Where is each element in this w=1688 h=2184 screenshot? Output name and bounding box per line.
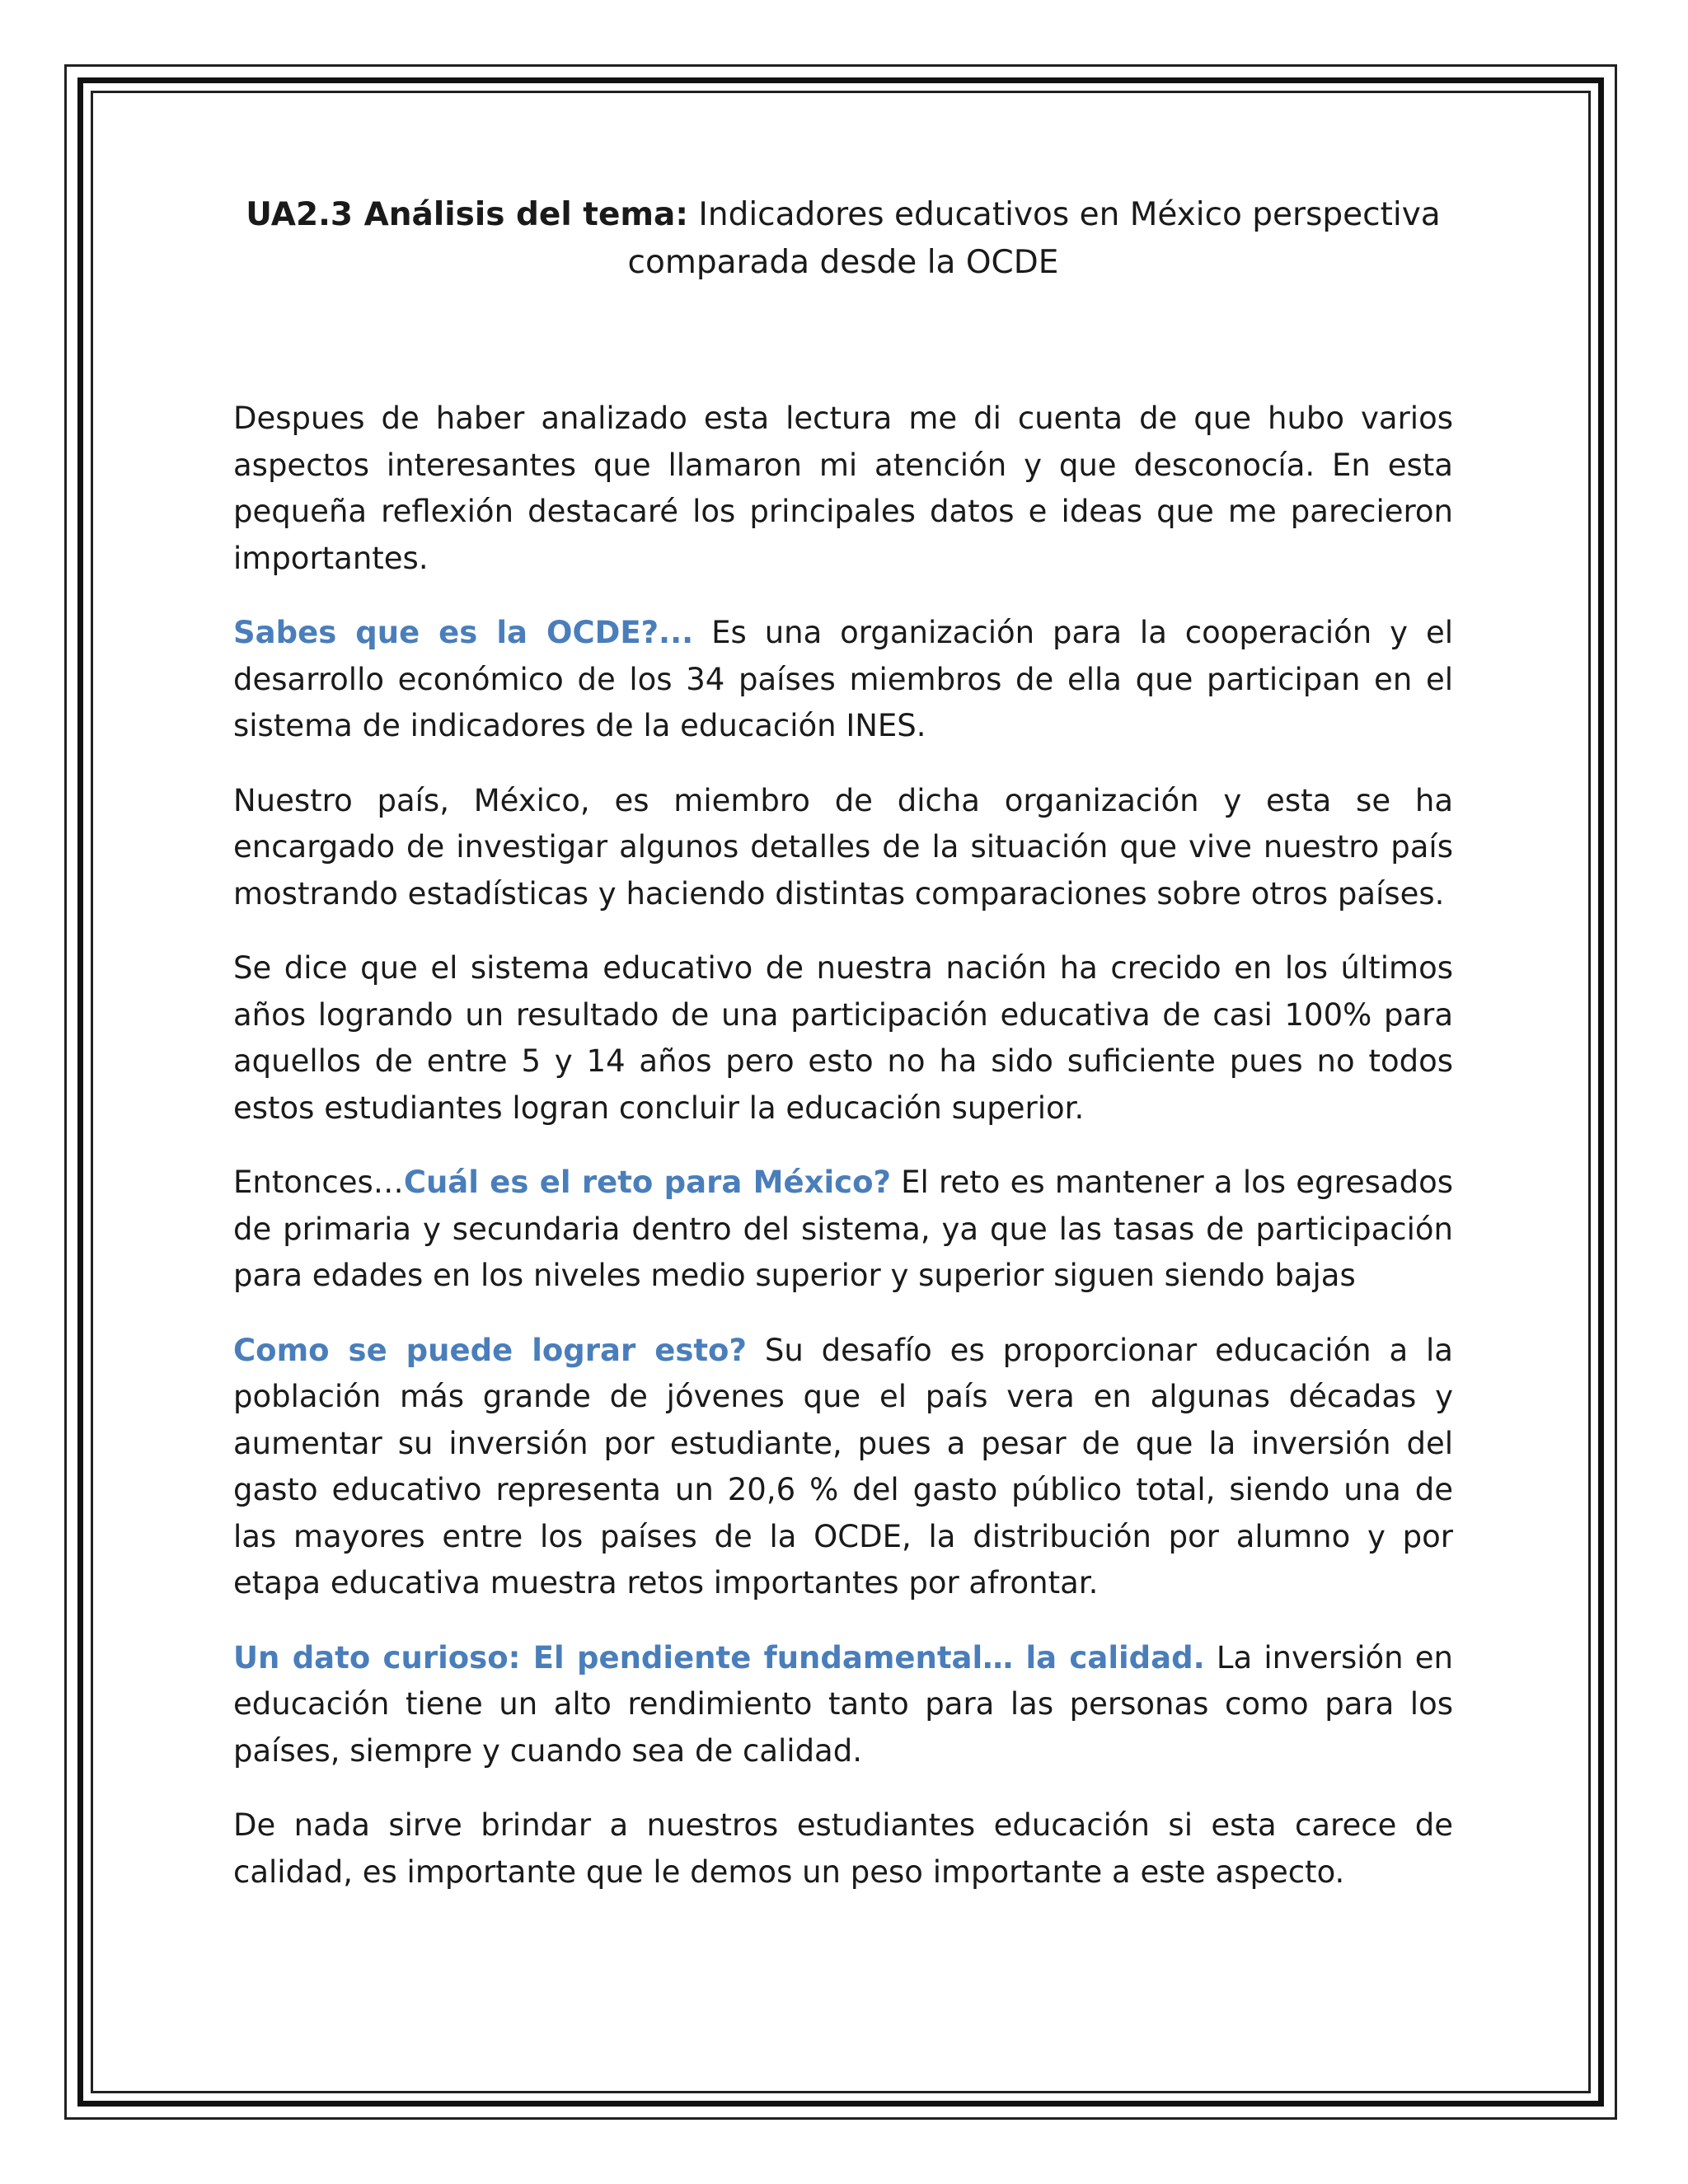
question-reto: Cuál es el reto para México? <box>403 1165 891 1200</box>
title-topic: Indicadores educativos en México perspectiva comparada desde la OCDE <box>627 196 1441 281</box>
paragraph-intro: Despues de haber analizado esta lectura me di cuenta de que hubo varios aspectos interesantes que llamaron mi atención y que desconocía. En esta pequeña reflexión destacaré los principales datos e ideas que me parecieron importantes. <box>233 401 1453 576</box>
paragraph-reto-prefix: Entonces… <box>233 1165 404 1200</box>
question-lograr: Como se puede lograr esto? <box>233 1332 747 1368</box>
paragraph-reto-text: El reto es mantener a los egresados de primaria y secundaria dentro del sistema, ya que las tasas de participación para edades en los niveles medio superior y superior siguen siendo bajas <box>233 1165 1453 1293</box>
question-ocde: Sabes que es la OCDE?... <box>233 615 694 650</box>
paragraph-lograr <box>233 1328 1453 1607</box>
document-title <box>233 191 1453 287</box>
paragraph-reto <box>233 1160 1453 1300</box>
document-body <box>233 191 1453 1924</box>
title-label: UA2.3 Análisis del tema: <box>246 196 688 233</box>
paragraph-ocde-text: Es una organización para la cooperación y el desarrollo económico de los 34 países miembros de ella que participan en el sistema de indicadores de la educación INES. <box>233 615 1453 743</box>
paragraph-ocde <box>233 610 1453 750</box>
heading-dato-curioso: Un dato curioso: El pendiente fundamental… la calidad. <box>233 1639 1205 1675</box>
paragraph-cierre: De nada sirve brindar a nuestros estudiantes educación si esta carece de calidad, es importante que le demos un peso importante a este aspecto. <box>233 1807 1453 1890</box>
paragraph-dato <box>233 1635 1453 1775</box>
paragraph-dato-text: La inversión en educación tiene un alto rendimiento tanto para las personas como para los países, siempre y cuando sea de calidad. <box>233 1639 1453 1769</box>
paragraph-lograr-text: Su desafío es proporcionar educación a la población más grande de jóvenes que el país vera en algunas décadas y aumentar su inversión por estudiante, pues a pesar de que la inversión del gasto educativo representa un 20,6 % del gasto público total, siendo una de las mayores entre los países de la OCDE, la distribución por alumno y por etapa educativa muestra retos importantes por afrontar. <box>233 1332 1453 1601</box>
paragraph-sistema: Se dice que el sistema educativo de nuestra nación ha crecido en los últimos años logrando un resultado de una participación educativa de casi 100% para aquellos de entre 5 y 14 años pero esto no ha sido suficiente pues no todos estos estudiantes logran concluir la educación superior. <box>233 950 1453 1126</box>
paragraph-mexico: Nuestro país, México, es miembro de dicha organización y esta se ha encargado de investigar algunos detalles de la situación que vive nuestro país mostrando estadísticas y haciendo distintas comparaciones sobre otros países. <box>233 782 1453 912</box>
